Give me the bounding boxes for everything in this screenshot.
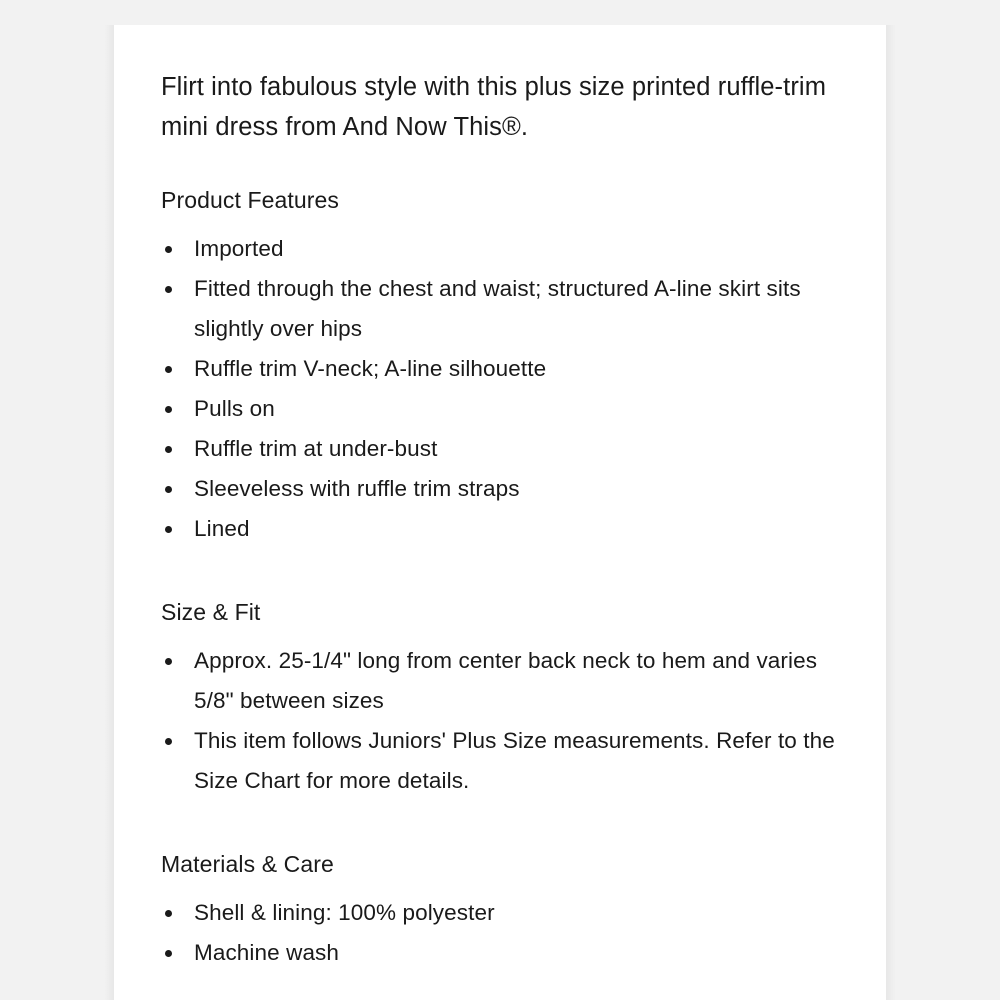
list-item <box>161 389 838 429</box>
list-item <box>161 269 838 349</box>
bullet-dot-icon <box>165 246 172 253</box>
list-item <box>161 893 838 933</box>
section-title-materials-and-care: Materials & Care <box>161 851 334 877</box>
list-item-label: Ruffle trim at under-bust <box>194 436 438 461</box>
list-item <box>161 229 838 269</box>
list-item-label: Pulls on <box>194 396 275 421</box>
bullet-dot-icon <box>165 910 172 917</box>
list-item <box>161 509 838 549</box>
card-shadow-right <box>886 25 896 1000</box>
list-item-label: Sleeveless with ruffle trim straps <box>194 476 520 501</box>
product-features-list <box>161 229 838 549</box>
product-description-card <box>114 25 886 1000</box>
section-title-product-features: Product Features <box>161 187 340 213</box>
bullet-dot-icon <box>165 658 172 665</box>
card-shadow-left <box>104 25 114 1000</box>
list-item-label: Approx. 25-1/4" long from center back neck to hem and varies 5/8" between sizes <box>194 648 818 713</box>
list-item <box>161 429 838 469</box>
bullet-dot-icon <box>165 526 172 533</box>
list-item-label: Machine wash <box>194 940 340 965</box>
bullet-dot-icon <box>165 738 172 745</box>
section-title-size-and-fit: Size & Fit <box>161 599 261 625</box>
bullet-dot-icon <box>165 950 172 957</box>
bullet-dot-icon <box>165 446 172 453</box>
list-item <box>161 469 838 509</box>
bullet-dot-icon <box>165 286 172 293</box>
bullet-dot-icon <box>165 366 172 373</box>
list-item <box>161 721 838 801</box>
list-item-label: Ruffle trim V-neck; A-line silhouette <box>194 356 547 381</box>
list-item-label: Imported <box>194 236 284 261</box>
list-item-label: This item follows Juniors' Plus Size measurements. Refer to the Size Chart for more details. <box>194 728 835 793</box>
materials-and-care-list <box>161 893 838 973</box>
intro-paragraph: Flirt into fabulous style with this plus size printed ruffle-trim mini dress from And Now This®. <box>161 73 827 141</box>
list-item-label: Shell & lining: 100% polyester <box>194 900 495 925</box>
bullet-dot-icon <box>165 486 172 493</box>
size-and-fit-list <box>161 641 838 801</box>
list-item-label: Fitted through the chest and waist; structured A-line skirt sits slightly over hips <box>194 276 801 341</box>
list-item <box>161 641 838 721</box>
list-item-label: Lined <box>194 516 250 541</box>
list-item <box>161 349 838 389</box>
bullet-dot-icon <box>165 406 172 413</box>
list-item <box>161 933 838 973</box>
